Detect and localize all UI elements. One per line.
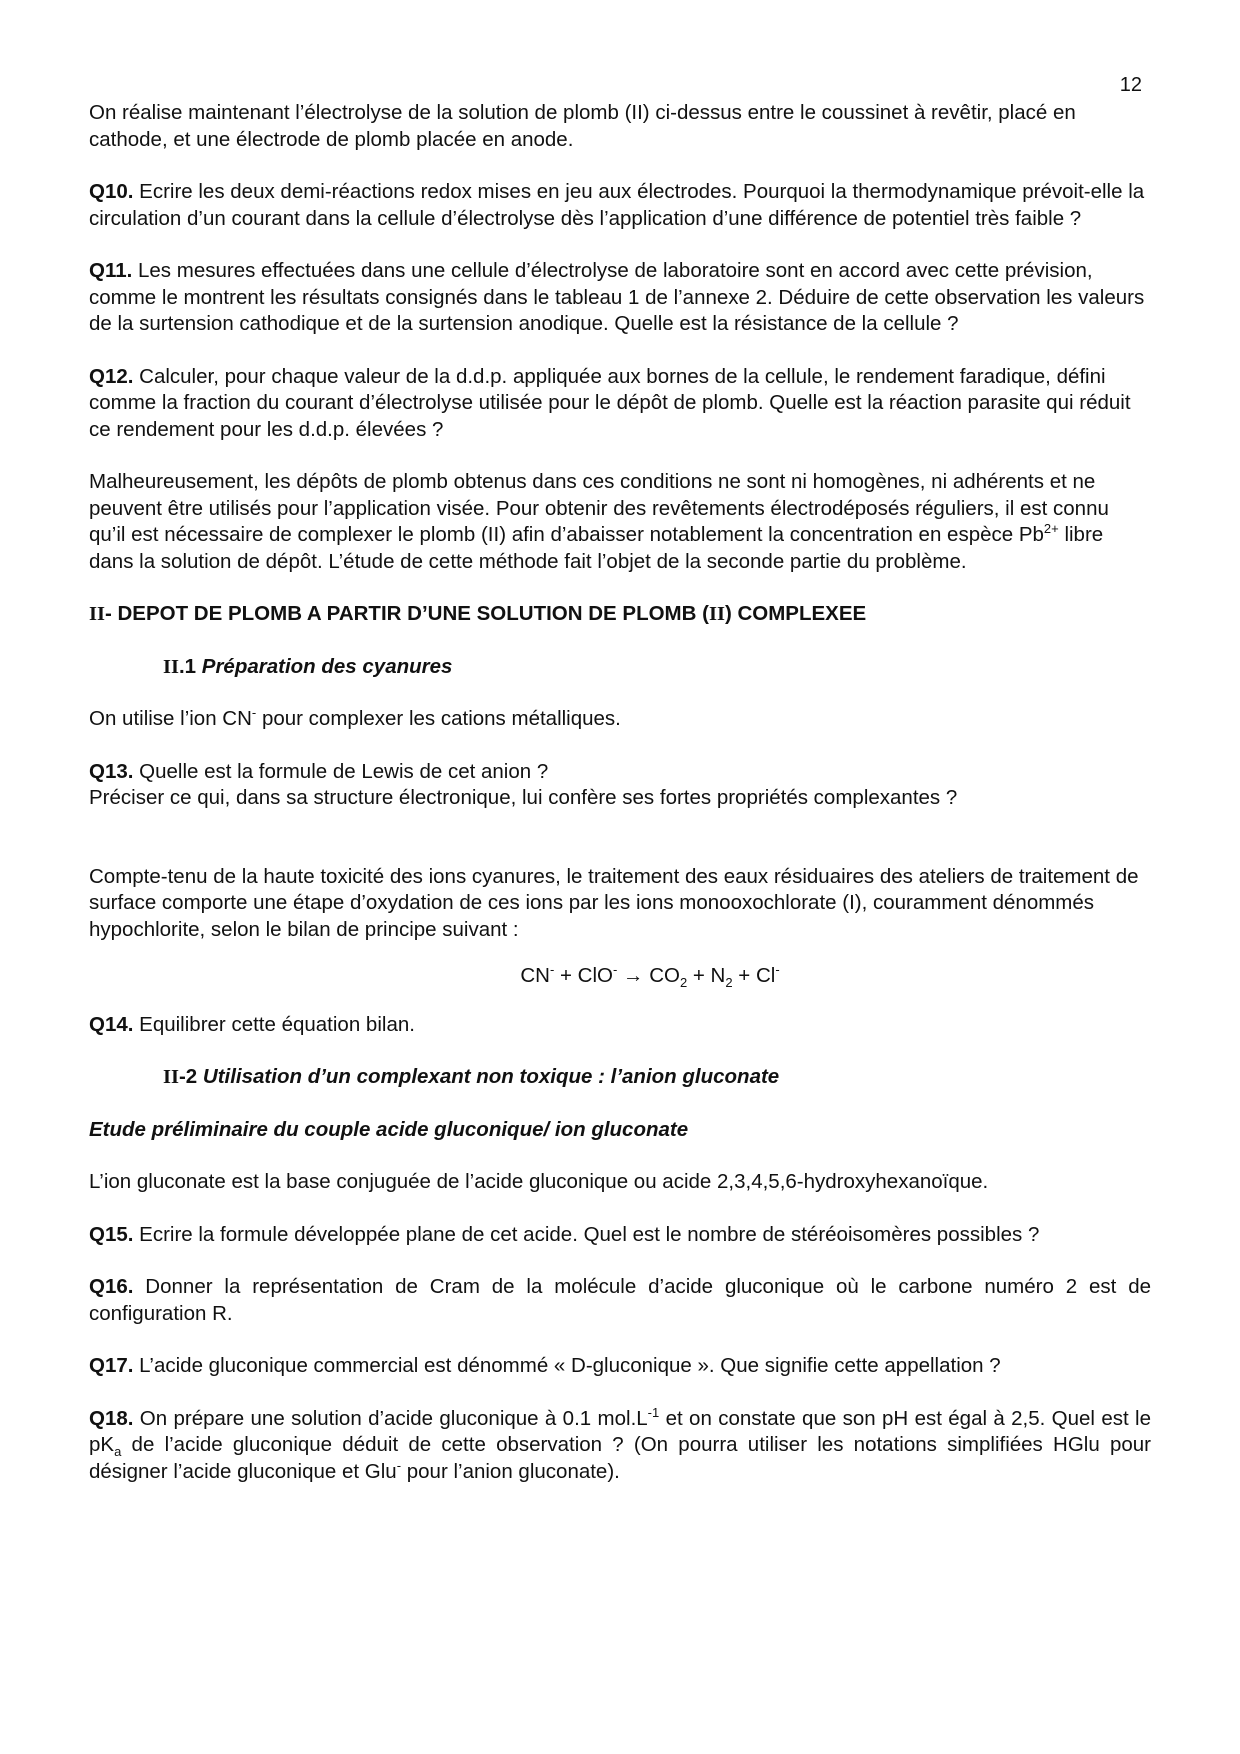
question-11: [89, 258, 1151, 338]
complexation-paragraph: Malheureusement, les dépôts de plomb obtenus dans ces conditions ne sont ni homogènes, ni adhérents et ne peuvent être utilisés pour l’application visée. Pour obtenir des revêtements électrodéposés réguliers, il est connu qu’il est nécessaire de complexer le plomb (II) afin d’abaisser notablement la concentration en espèce $Pb^{2+}$ libre dans la solution de dépôt. L’étude de cette méthode fait l’objet de la seconde partie du problème.: [89, 470, 1109, 573]
question-label: Q10.: [89, 180, 134, 203]
question-label: Q12.: [89, 364, 134, 388]
question-text: Les mesures effectuées dans une cellule d’électrolyse de laboratoire sont en accord avec cette prévision, comme le montrent les résultats consignés dans le tableau 1 de l’annexe 2. Déduire de cette observation les valeurs de la surtension cathodique et de la surtension anodique. Quelle est la résistance de la cellule ?: [89, 259, 1145, 335]
question-label: Q13.: [89, 759, 134, 783]
question-text: Ecrire les deux demi-réactions redox mises en jeu aux électrodes. Pourquoi la thermodynamique prévoit-elle la circulation d’un courant dans la cellule d’électrolyse dès l’application d’une différence de potentiel très faible ?: [89, 180, 1145, 230]
question-16: [89, 1274, 1151, 1327]
question-12: [89, 364, 1151, 444]
question-text: L’acide gluconique commercial est dénommé « D-gluconique ». Que signifie cette appellation ?: [133, 1354, 1001, 1377]
page-number: 12: [1119, 74, 1142, 96]
subsection-2-1-heading: II.1 Préparation des cyanures: [163, 654, 453, 678]
toxicity-paragraph: Compte-tenu de la haute toxicité des ions cyanures, le traitement des eaux résiduaires des ateliers de traitement de surface comporte une étape d’oxydation de ces ions par les ions monooxochlorate (I), couramment dénommés hypochlorite, selon le bilan de principe suivant :: [89, 864, 1139, 941]
question-14: [89, 1012, 1151, 1039]
section-2-heading: II- DEPOT DE PLOMB A PARTIR D’UNE SOLUTION DE PLOMB (II) COMPLEXEE: [89, 602, 867, 625]
page-content: [89, 100, 1151, 1485]
question-label: Q11.: [89, 259, 133, 282]
reaction-equation: $CN^- + ClO^- \to CO_2 + N_2 + Cl^-$: [520, 962, 780, 991]
question-text: Quelle est la formule de Lewis de cet anion ?: [133, 759, 549, 783]
question-17: [89, 1353, 1151, 1380]
intro-paragraph: On réalise maintenant l’électrolyse de la solution de plomb (II) ci-dessus entre le coussinet à revêtir, placé en cathode, et une électrode de plomb placée en anode.: [89, 101, 1076, 151]
question-13-line2: Préciser ce qui, dans sa structure électronique, lui confère ses fortes propriétés complexantes ?: [89, 786, 958, 809]
question-label: Q16.: [89, 1275, 134, 1298]
question-label: Q15.: [89, 1222, 134, 1246]
study-heading: Etude préliminaire du couple acide gluconique/ ion gluconate: [89, 1117, 689, 1141]
question-18: Q18. On prépare une solution d’acide gluconique à 0.1 $mol.L^{-1}$ et on constate que son pH est égal à 2,5. Quel est le $pK_a$ de l’acide gluconique déduit de cette observation ? (On pourra utiliser les notations simplifiées HGlu pour désigner l’acide gluconique et Glu- pour l’anion gluconate).: [89, 1404, 1151, 1483]
subsection-2-2-heading: II-2 Utilisation d’un complexant non toxique : l’anion gluconate: [163, 1065, 780, 1088]
question-10: [89, 179, 1151, 232]
question-label: Q18.: [89, 1406, 134, 1430]
question-text: Ecrire la formule développée plane de cet acide. Quel est le nombre de stéréoisomères possibles ?: [133, 1222, 1040, 1246]
question-15: [89, 1222, 1151, 1249]
question-text: Donner la représentation de Cram de la molécule d’acide gluconique où le carbone numéro 2 est de configuration R.: [89, 1275, 1151, 1325]
gluconate-paragraph: L’ion gluconate est la base conjuguée de l’acide gluconique ou acide 2,3,4,5,6-hydroxyhexanoïque.: [89, 1170, 989, 1193]
question-13: [89, 759, 1151, 786]
question-text: Equilibrer cette équation bilan.: [133, 1012, 415, 1036]
cyanide-paragraph: On utilise l’ion CN- pour complexer les cations métalliques.: [89, 705, 621, 730]
question-label: Q17.: [89, 1354, 134, 1377]
question-text: Calculer, pour chaque valeur de la d.d.p. appliquée aux bornes de la cellule, le rendement faradique, défini comme la fraction du courant d’électrolyse utilisée pour le dépôt de plomb. Quelle est la réaction parasite qui réduit ce rendement pour les d.d.p. élevées ?: [89, 364, 1131, 441]
question-label: Q14.: [89, 1012, 134, 1036]
